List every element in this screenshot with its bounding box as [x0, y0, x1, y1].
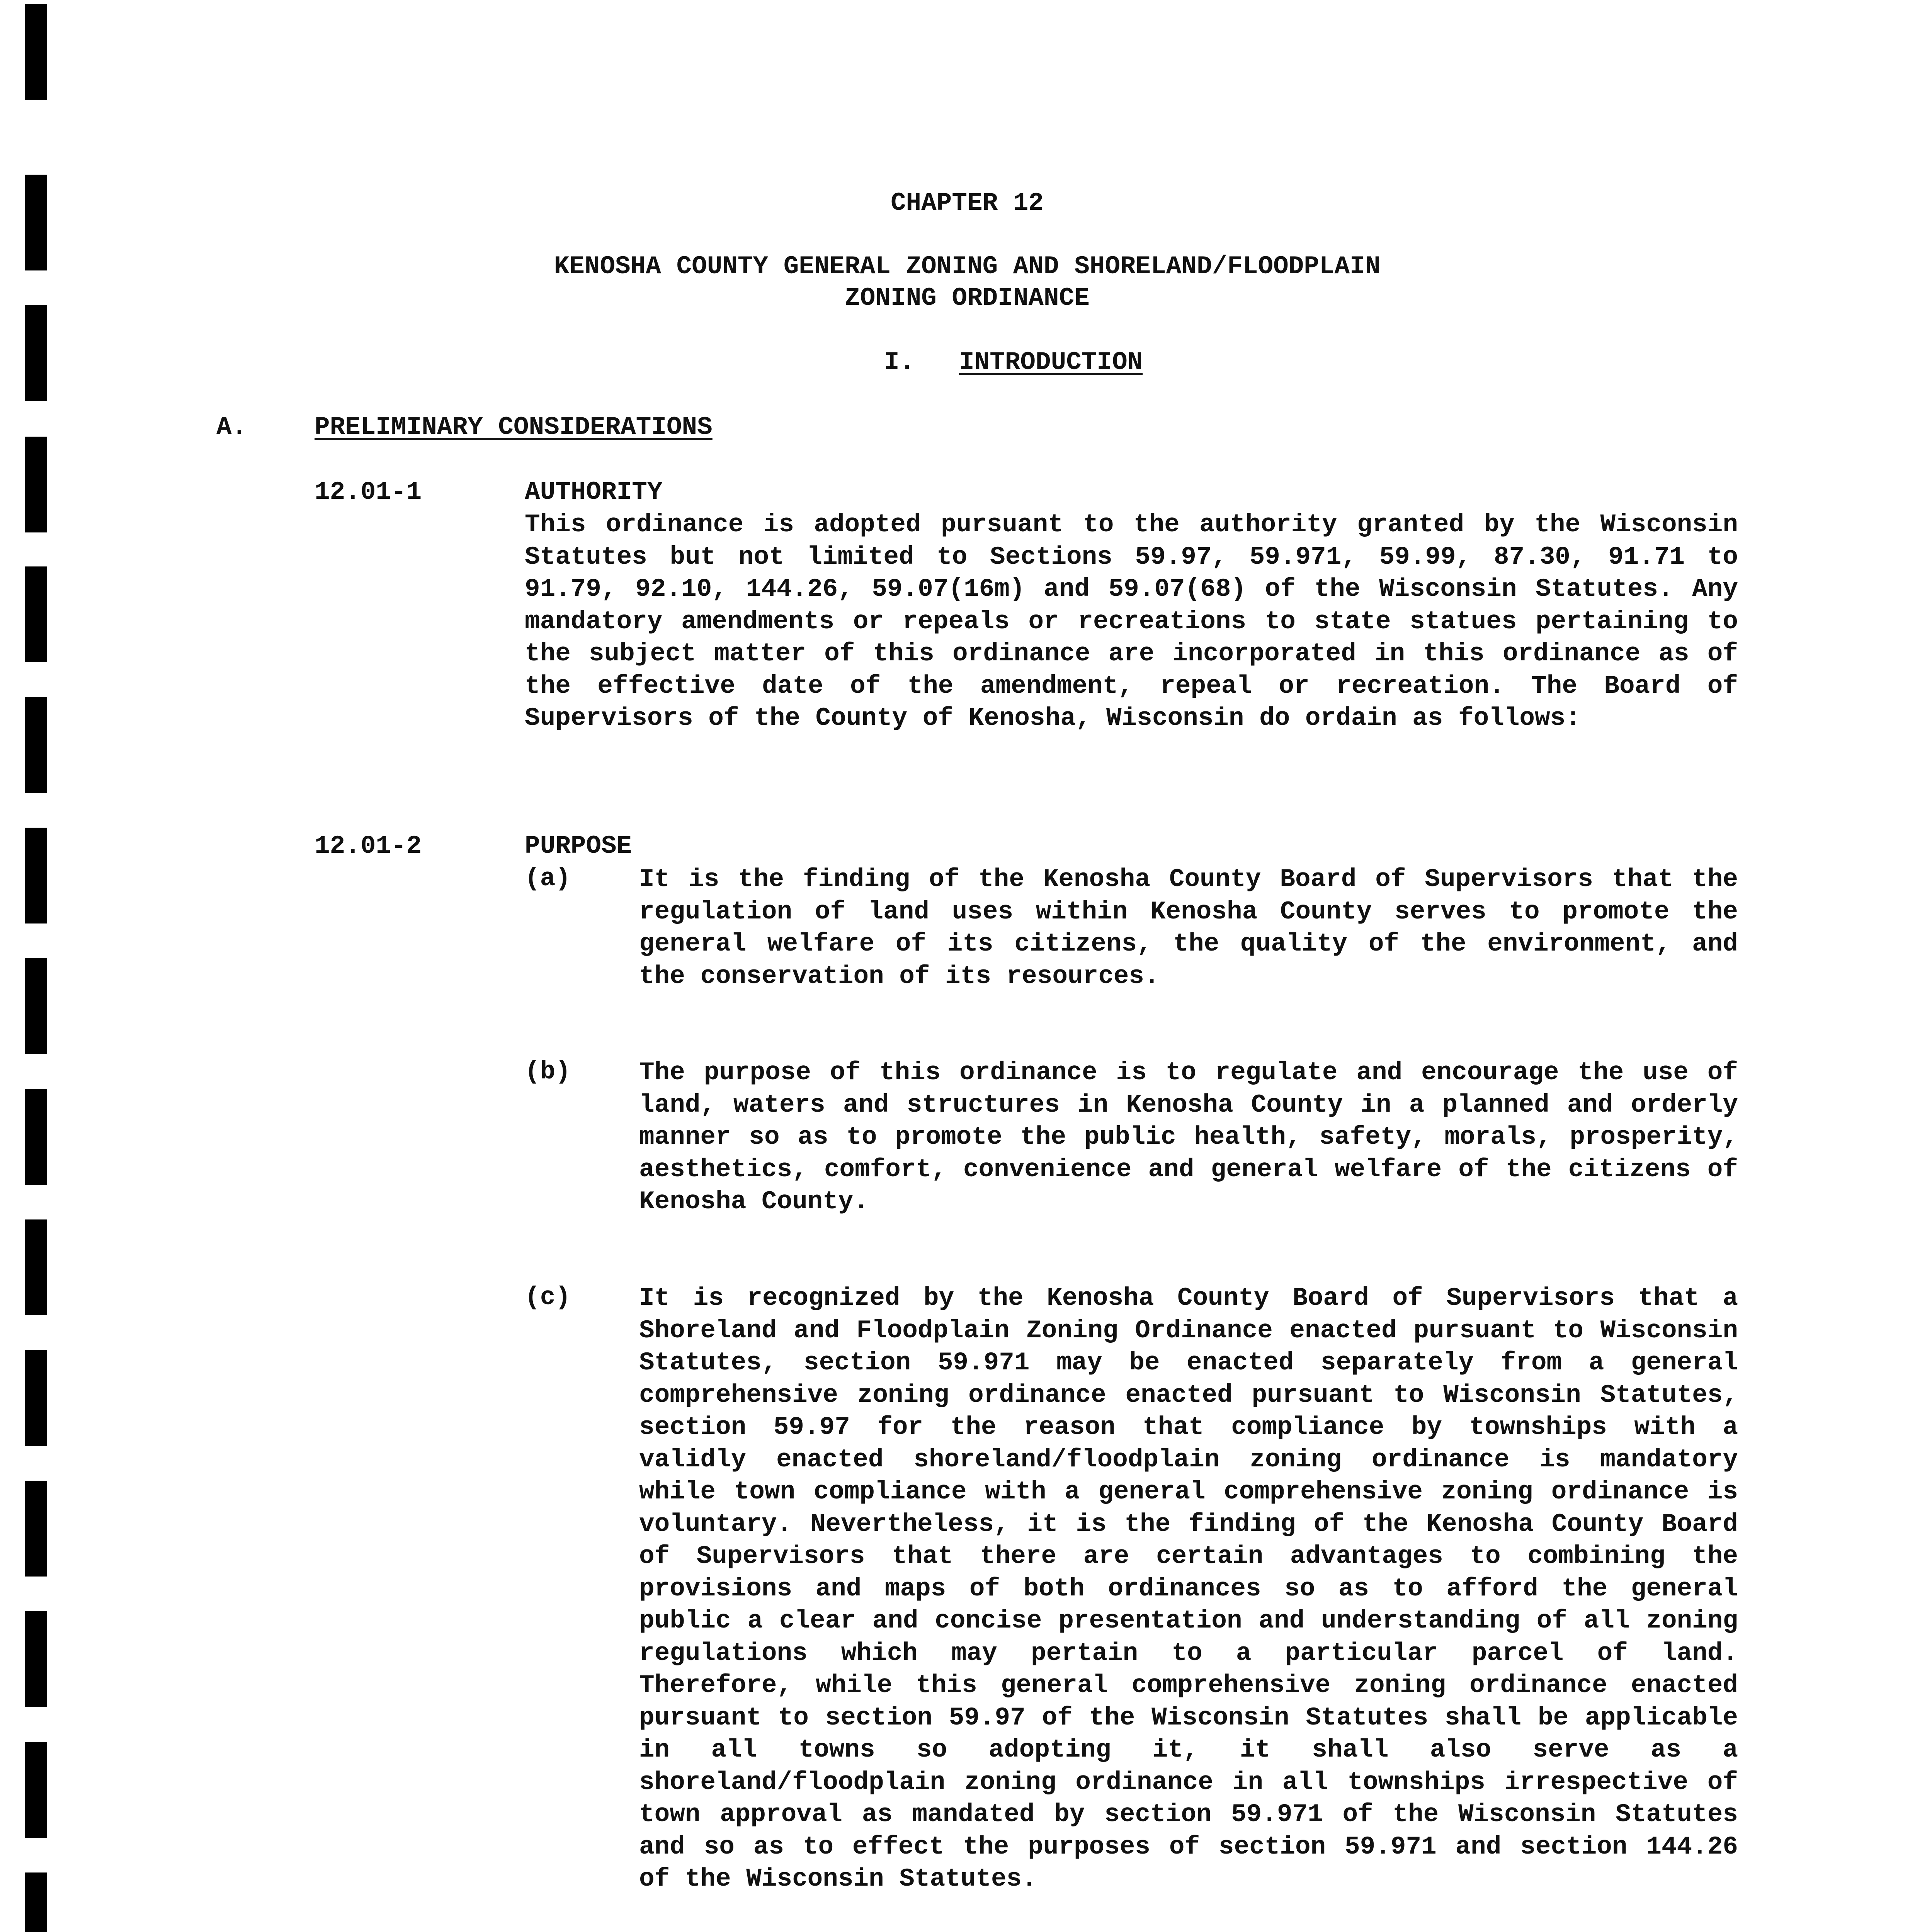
section-number: 12.01-1	[315, 478, 422, 507]
binder-mark	[25, 1872, 47, 1932]
binder-mark	[25, 958, 47, 1054]
section-paragraph: This ordinance is adopted pursuant to the authority granted by the Wisconsin Statutes but not limited to Sections 59.97, 59.971, 59.99, 87.30, 91.71 to 91.79, 92.10, 144.26, 59.07(16m) and 59.07(68) of the Wisconsin Statutes. Any mandatory amendments or repeals or recreations to state statues pertaining to the subject matter of this ordinance are incorporated in this ordinance as of the effective date of the amendment, repeal or recreation. The Board of Supervisors of the County of Kenosha, Wisconsin do ordain as follows:	[525, 510, 1738, 733]
ordinance-title: KENOSHA COUNTY GENERAL ZONING AND SHORELAND/FLOODPLAIN	[554, 252, 1381, 281]
chapter-heading: CHAPTER 12	[890, 189, 1044, 218]
item-paragraph: The purpose of this ordinance is to regulate and encourage the use of land, waters and structures in Kenosha County in a planned and orderly manner so as to promote the public health, safety, morals, prosperity, aesthetics, comfort, convenience and general welfare of the citizens of Kenosha County.	[639, 1058, 1738, 1216]
binder-mark	[25, 1219, 47, 1315]
item-label: (b)	[525, 1057, 571, 1086]
binder-mark	[25, 4, 47, 100]
ordinance-title-line2: ZONING ORDINANCE	[845, 284, 1090, 313]
section-title: PRELIMINARY CONSIDERATIONS	[315, 413, 713, 442]
binder-mark	[25, 437, 47, 532]
binder-mark	[25, 1089, 47, 1185]
binder-mark	[25, 566, 47, 662]
item-paragraph: It is recognized by the Kenosha County Board of Supervisors that a Shoreland and Floodplain Zoning Ordinance enacted pursuant to Wisconsin Statutes, section 59.971 may be enacted separately from a general comprehensive zoning ordinance enacted pursuant to Wisconsin Statutes, section 59.97 for the reason that compliance by townships with a validly enacted shoreland/floodplain zoning ordinance is mandatory while town compliance with a general comprehensive zoning ordinance is voluntary. Nevertheless, it is the finding of the Kenosha County Board of Supervisors that there are certain advantages to combining the provisions and maps of both ordinances so as to afford the general public a clear and concise presentation and understanding of all zoning regulations which may pertain to a particular parcel of land. Therefore, while this general comprehensive zoning ordinance enacted pursuant to section 59.97 of the Wisconsin Statutes shall be applicable in all towns so adopting it, it shall also serve as a shoreland/floodplain zoning ordinance in all townships irrespective of town approval as mandated by section 59.971 of the Wisconsin Statutes and so as to effect the purposes of section 59.971 and section 144.26 of the Wisconsin Statutes.	[639, 1284, 1738, 1893]
binder-mark	[25, 1611, 47, 1707]
section-number: 12.01-2	[315, 832, 422, 861]
section-heading: AUTHORITY	[525, 478, 663, 507]
item-label: (c)	[525, 1283, 571, 1312]
part-title: INTRODUCTION	[959, 348, 1143, 377]
binder-mark	[25, 1481, 47, 1577]
part-number: I.	[884, 348, 915, 377]
section-heading: PURPOSE	[525, 832, 632, 861]
binder-mark	[25, 305, 47, 401]
item-paragraph: It is the finding of the Kenosha County Board of Supervisors that the regulation of land uses within Kenosha County serves to promote the general welfare of its citizens, the quality of the environment, and the conservation of its resources.	[639, 865, 1738, 991]
binder-mark	[25, 1350, 47, 1446]
binder-mark	[25, 697, 47, 793]
section-letter: A.	[216, 413, 247, 442]
binder-mark	[25, 1742, 47, 1838]
item-label: (a)	[525, 864, 571, 893]
binder-mark	[25, 828, 47, 923]
